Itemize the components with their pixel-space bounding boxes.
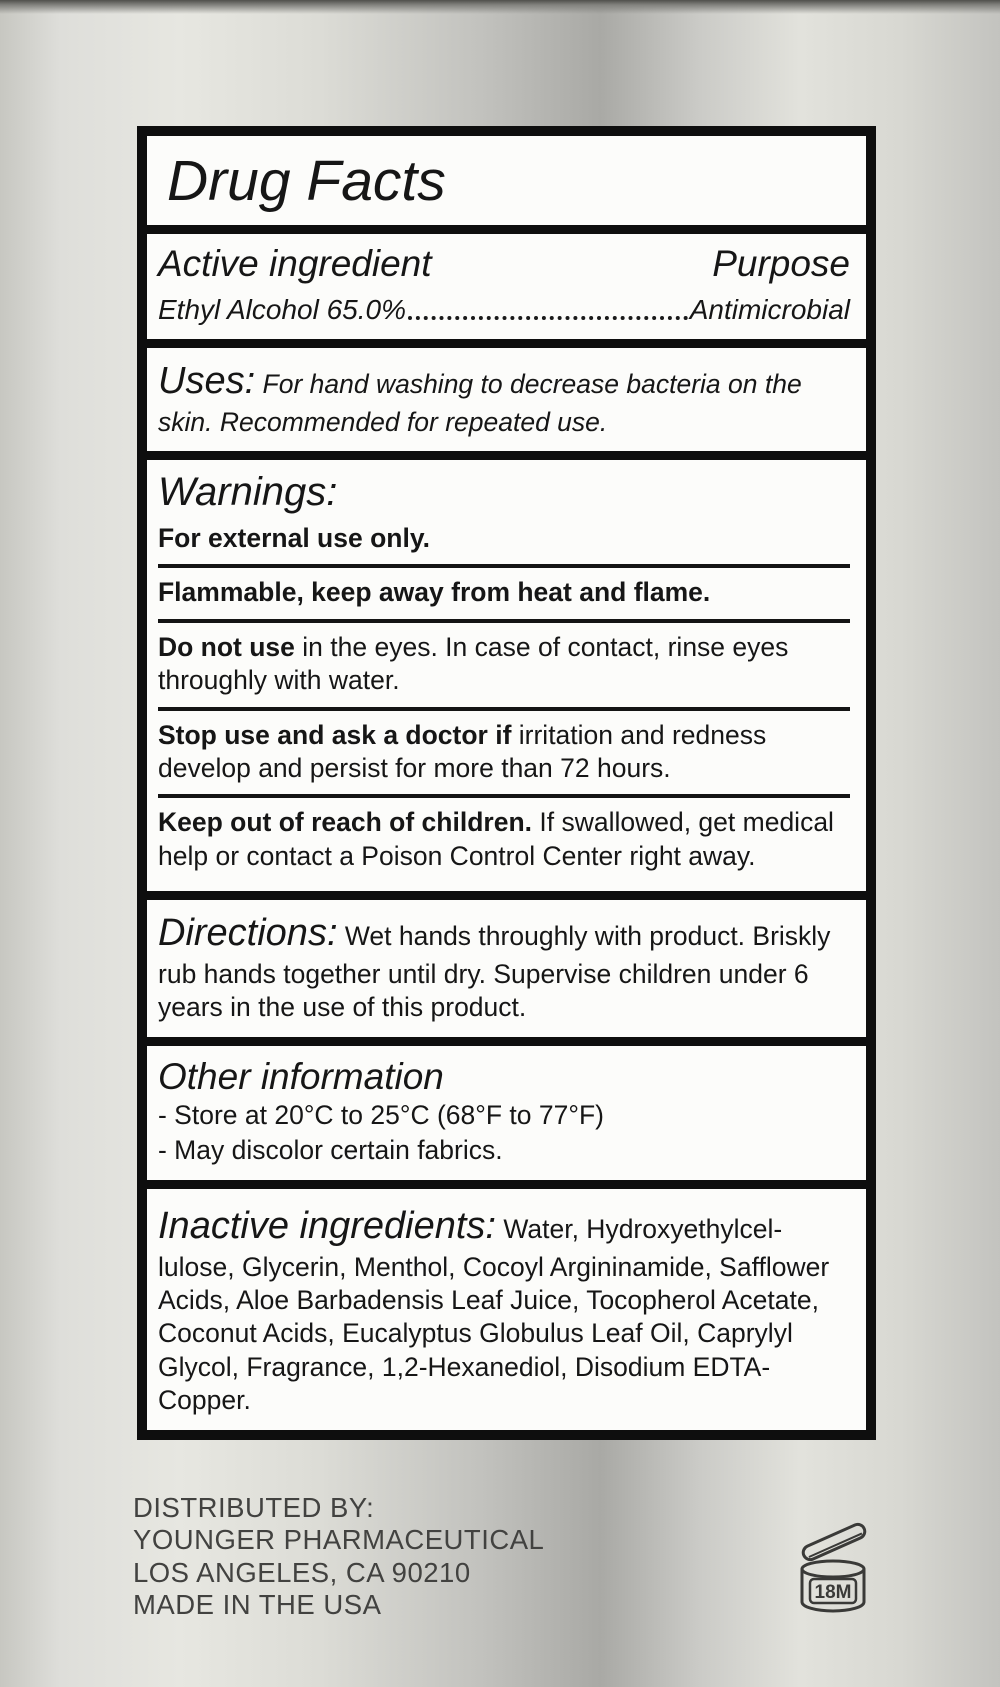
- active-ingredient-purpose: Antimicrobial: [689, 294, 850, 326]
- inactive-ingredients-heading: Inactive ingredients:: [158, 1204, 496, 1247]
- warning-rule: [158, 619, 850, 623]
- directions-heading: Directions:: [158, 912, 338, 955]
- directions-section: [147, 900, 866, 1037]
- active-ingredient-section: [147, 234, 866, 339]
- dotted-leader: [408, 316, 688, 320]
- uses-section: [147, 348, 866, 451]
- warning-rule: [158, 707, 850, 711]
- warning-stop-use: [158, 719, 850, 786]
- distributed-by-line: DISTRIBUTED BY:: [133, 1492, 375, 1523]
- section-divider: [147, 339, 866, 348]
- inactive-ingredients-text: Water, Hydroxyethylcel-lulose, Glycerin, Menthol, Cocoyl Argininamide, Safflower Acids, Aloe Barbadensis Leaf Juice, Tocopherol Acetate, Coconut Acids, Eucalyptus Globulus Leaf Oil, Caprylyl Glycol, Fragrance, 1,2-Hexanediol, Disodium EDTA-Copper.: [158, 1213, 830, 1416]
- other-information-heading: Other information: [158, 1055, 444, 1097]
- drug-facts-title: Drug Facts: [167, 149, 446, 213]
- section-divider: [147, 891, 866, 900]
- metallic-top-shadow: [0, 0, 1000, 14]
- do-not-use-lead: Do not use: [158, 631, 295, 662]
- warning-rule: [158, 794, 850, 798]
- active-ingredient-heading: Active ingredient: [158, 242, 432, 284]
- location-line: LOS ANGELES, CA 90210: [133, 1556, 471, 1588]
- directions-text: Wet hands throughly with product. Briskly rub hands together until dry. Supervise children under 6 years in the use of this product.: [158, 921, 831, 1023]
- uses-heading: Uses:: [158, 359, 256, 402]
- title-section: [147, 136, 866, 225]
- keep-out-text: If swallowed, get medical help or contact a Poison Control Center right away.: [158, 807, 834, 871]
- warnings-heading: Warnings:: [158, 470, 338, 515]
- stop-use-lead: Stop use and ask a doctor if: [158, 719, 512, 750]
- uses-text: For hand washing to decrease bacteria on the skin. Recommended for repeated use.: [158, 368, 802, 437]
- warning-rule: [158, 564, 850, 568]
- warning-external-use: For external use only.: [158, 523, 430, 554]
- warning-do-not-use: [158, 631, 850, 698]
- warning-keep-out: [158, 806, 850, 873]
- pao-duration-label: 18M: [814, 1582, 852, 1603]
- open-jar-pao-icon: [790, 1522, 876, 1616]
- distributor-block: [133, 1492, 693, 1622]
- section-divider: [147, 225, 866, 234]
- do-not-use-text: in the eyes. In case of contact, rinse eyes throughly with water.: [158, 631, 789, 696]
- other-information-item: - Store at 20°C to 25°C (68°F to 77°F): [158, 1100, 604, 1131]
- warning-flammable: Flammable, keep away from heat and flame.: [158, 577, 711, 608]
- stop-use-text: irritation and redness develop and persist for more than 72 hours.: [158, 719, 767, 783]
- purpose-heading: Purpose: [712, 242, 850, 284]
- section-divider: [147, 1180, 866, 1189]
- company-line: YOUNGER PHARMACEUTICAL: [133, 1524, 545, 1556]
- drug-facts-panel: [137, 126, 876, 1440]
- other-information-item: - May discolor certain fabrics.: [158, 1135, 503, 1166]
- made-in-line: MADE IN THE USA: [133, 1589, 382, 1621]
- section-divider: [147, 1037, 866, 1046]
- warnings-section: [147, 460, 866, 891]
- section-divider: [147, 451, 866, 460]
- active-ingredient-name: Ethyl Alcohol 65.0%: [158, 294, 406, 326]
- other-information-section: [147, 1046, 866, 1180]
- inactive-ingredients-section: [147, 1189, 866, 1430]
- keep-out-lead: Keep out of reach of children.: [158, 807, 532, 838]
